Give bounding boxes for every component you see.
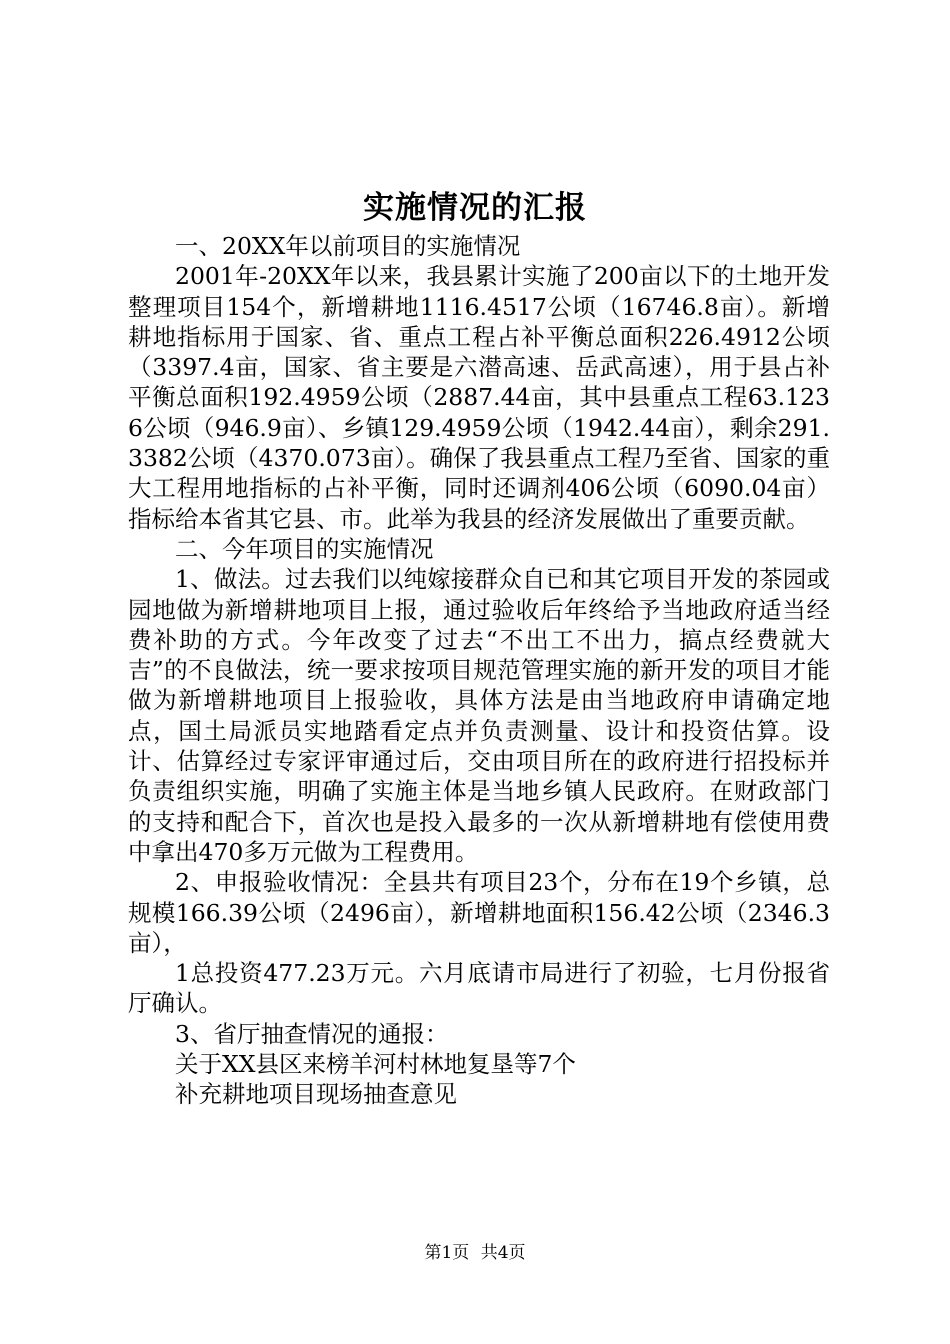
page-footer: [0, 1240, 950, 1266]
paragraph-history: 2001年-20XX年以来，我县累计实施了200亩以下的土地开发整理项目154个，新增耕地1116.4517公顷（16746.8亩）。新增耕地指标用于国家、省、重点工程占补平衡总面积226.4912公顷（3397.4亩，国家、省主要是六潜高速、岳武高速），用于县占补平衡总面积192.4959公顷（2887.44亩，其中县重点工程63.1236公顷（946.9亩）、乡镇129.4959公顷（1942.44亩），剩余291.3382公顷（4370.073亩）。确保了我县重点工程乃至省、国家的重大工程用地指标的占补平衡，同时还调剂406公顷（6090.04亩）指标给本省其它县、市。此举为我县的经济发展做出了重要贡献。: [128, 262, 830, 533]
document-title: 实施情况的汇报: [363, 190, 587, 226]
paragraph-notice-line-1: 关于XX县区来榜羊河村林地复垦等7个: [175, 1050, 576, 1079]
section-heading-2: 二、今年项目的实施情况: [175, 534, 434, 563]
paragraph-method: 1、做法。过去我们以纯嫁接群众自已和其它项目开发的茶园或园地做为新增耕地项目上报，通过验收后年终给予当地政府适当经费补助的方式。今年改变了过去“不出工不出力，搞点经费就大吉”的不良做法，统一要求按项目规范管理实施的新开发的项目才能做为新增耕地项目上报验收，具体方法是由当地政府申请确定地点，国土局派员实地踏看定点并负责测量、设计和投资估算。设计、估算经过专家评审通过后，交由项目所在的政府进行招投标并负责组织实施，明确了实施主体是当地乡镇人民政府。在财政部门的支持和配合下，首次也是投入最多的一次从新增耕地有偿使用费中拿出470多万元做为工程费用。: [128, 565, 830, 866]
paragraph-acceptance: 2、申报验收情况：全县共有项目23个，分布在19个乡镇，总规模166.39公顷（2496亩），新增耕地面积156.42公顷（2346.3亩），: [128, 868, 830, 957]
section-heading-1: 一、20XX年以前项目的实施情况: [175, 232, 521, 260]
paragraph-investment: 1总投资477.23万元。六月底请市局进行了初验，七月份报省厅确认。: [128, 959, 830, 1018]
page-total: 共4页: [480, 1243, 526, 1263]
document-body: [128, 231, 830, 1110]
paragraph-notice-line-2: 补充耕地项目现场抽查意见: [175, 1080, 457, 1109]
paragraph-inspection-heading: 3、省厅抽查情况的通报：: [175, 1019, 449, 1048]
page-number: 第1页: [424, 1243, 470, 1263]
